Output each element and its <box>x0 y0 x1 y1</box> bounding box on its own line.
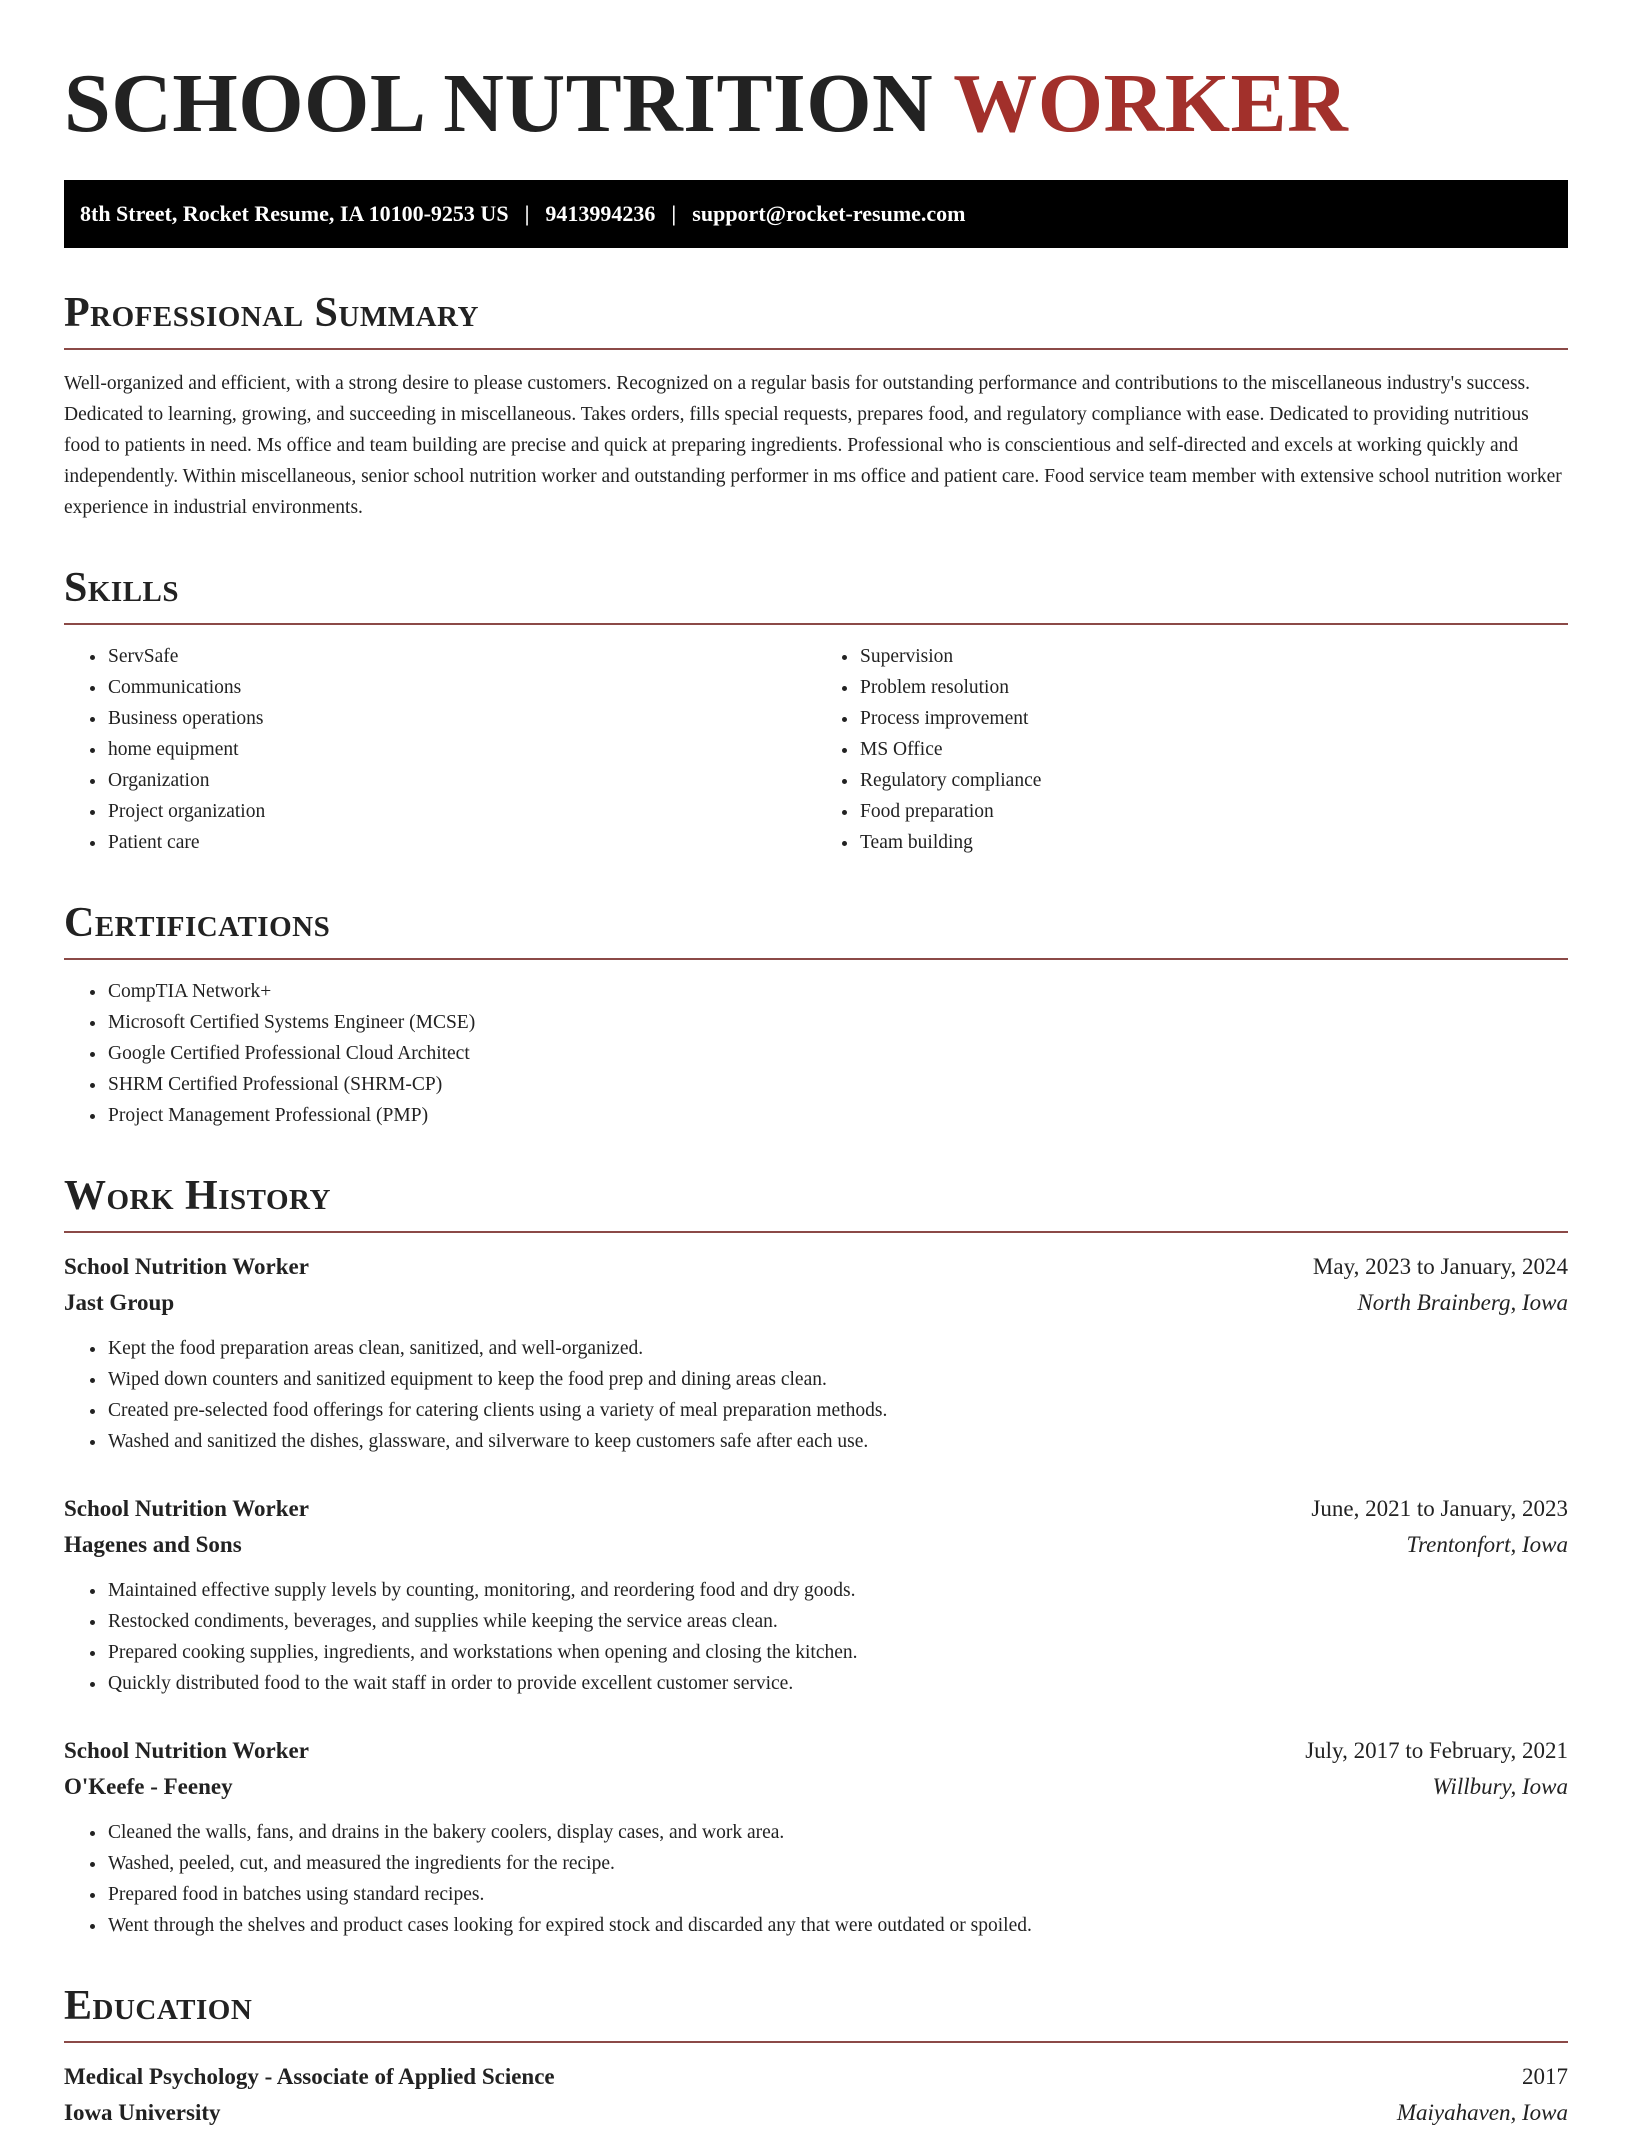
job-bullet: • Cleaned the walls, fans, and drains in the bakery coolers, display cases, and work area. <box>107 1817 1568 1848</box>
skill-item: • MS Office <box>859 734 1568 765</box>
skill-item: • Communications <box>107 672 816 703</box>
education-section <box>64 1985 1568 2131</box>
education-degree: Medical Psychology - Associate of Applied Science <box>64 2064 555 2089</box>
contact-address: 8th Street, Rocket Resume, IA 10100-9253 US <box>80 201 509 226</box>
skill-item: • Regulatory compliance <box>859 765 1568 796</box>
skills-list-right <box>816 641 1568 858</box>
job-bullets <box>64 1817 1568 1941</box>
education-school: Iowa University <box>64 2100 221 2125</box>
job-bullet: • Created pre-selected food offerings for catering clients using a variety of meal preparation methods. <box>107 1395 1568 1426</box>
job-company-row <box>64 1527 1568 1563</box>
job-entry <box>64 1491 1568 1699</box>
contact-phone: 9413994236 <box>545 201 656 226</box>
skill-item: • ServSafe <box>107 641 816 672</box>
skill-item: • Team building <box>859 827 1568 858</box>
title-main: SCHOOL NUTRITION <box>64 57 934 150</box>
certification-item: • Microsoft Certified Systems Engineer (MCSE) <box>107 1007 1568 1038</box>
job-bullet: • Washed and sanitized the dishes, glassware, and silverware to keep customers safe after each use. <box>107 1426 1568 1457</box>
job-entry <box>64 1733 1568 1941</box>
contact-separator: | <box>671 201 677 226</box>
skills-heading: Skills <box>64 567 1568 625</box>
job-dates: May, 2023 to January, 2024 <box>1312 1254 1568 1279</box>
job-bullet: • Went through the shelves and product cases looking for expired stock and discarded any that were outdated or spoiled. <box>107 1910 1568 1941</box>
skills-section <box>64 567 1568 858</box>
skill-item: • Business operations <box>107 703 816 734</box>
resume-title <box>64 56 1568 150</box>
job-bullet: • Wiped down counters and sanitized equipment to keep the food prep and dining areas clean. <box>107 1364 1568 1395</box>
certification-item: • Project Management Professional (PMP) <box>107 1100 1568 1131</box>
summary-heading: Professional Summary <box>64 292 1568 350</box>
skills-list-left <box>64 641 816 858</box>
job-header-row <box>64 1249 1568 1285</box>
job-title: School Nutrition Worker <box>64 1496 309 1521</box>
job-title: School Nutrition Worker <box>64 1738 309 1763</box>
summary-section <box>64 292 1568 523</box>
job-company: O'Keefe - Feeney <box>64 1774 233 1799</box>
job-company: Hagenes and Sons <box>64 1532 242 1557</box>
job-company: Jast Group <box>64 1290 175 1315</box>
job-location: North Brainberg, Iowa <box>1357 1290 1568 1315</box>
job-dates: July, 2017 to February, 2021 <box>1305 1738 1568 1763</box>
job-dates: June, 2021 to January, 2023 <box>1311 1496 1568 1521</box>
job-header-row <box>64 1491 1568 1527</box>
education-location: Maiyahaven, Iowa <box>1396 2100 1568 2125</box>
certification-item: • Google Certified Professional Cloud Architect <box>107 1038 1568 1069</box>
contact-separator: | <box>524 201 530 226</box>
certification-item: • SHRM Certified Professional (SHRM-CP) <box>107 1069 1568 1100</box>
summary-text: Well-organized and efficient, with a strong desire to please customers. Recognized on a regular basis for outstanding performance and contributions to the miscellaneous industry's success. Dedicated to learning, growing, and succeeding in miscellaneous. Takes orders, fills special requests, prepares food, and regulatory compliance with ease. Dedicated to providing nutritious food to patients in need. Ms office and team building are precise and quick at preparing ingredients. Professional who is conscientious and self-directed and excels at working quickly and independently. Within miscellaneous, senior school nutrition worker and outstanding performer in ms office and patient care. Food service team member with extensive school nutrition worker experience in industrial environments. <box>64 373 1562 518</box>
skill-item: • Food preparation <box>859 796 1568 827</box>
job-bullet: • Restocked condiments, beverages, and supplies while keeping the service areas clean. <box>107 1606 1568 1637</box>
job-bullets <box>64 1333 1568 1457</box>
job-bullet: • Maintained effective supply levels by counting, monitoring, and reordering food and dry goods. <box>107 1575 1568 1606</box>
job-title: School Nutrition Worker <box>64 1254 309 1279</box>
job-bullet: • Washed, peeled, cut, and measured the ingredients for the recipe. <box>107 1848 1568 1879</box>
job-bullet: • Prepared cooking supplies, ingredients, and workstations when opening and closing the kitchen. <box>107 1637 1568 1668</box>
skill-item: • Patient care <box>107 827 816 858</box>
job-header-row <box>64 1733 1568 1769</box>
job-company-row <box>64 1769 1568 1805</box>
certifications-list <box>64 976 1568 1131</box>
job-bullets <box>64 1575 1568 1699</box>
certification-item: • CompTIA Network+ <box>107 976 1568 1007</box>
job-bullet: • Prepared food in batches using standard recipes. <box>107 1879 1568 1910</box>
job-entry <box>64 1249 1568 1457</box>
education-entry <box>64 2059 1568 2131</box>
skill-item: • Organization <box>107 765 816 796</box>
job-bullet: • Kept the food preparation areas clean, sanitized, and well-organized. <box>107 1333 1568 1364</box>
work-history-heading: Work History <box>64 1175 1568 1233</box>
education-year: 2017 <box>1522 2064 1568 2089</box>
contact-email: support@rocket-resume.com <box>692 201 966 226</box>
contact-bar <box>64 180 1568 248</box>
skill-item: • Process improvement <box>859 703 1568 734</box>
skills-grid <box>64 625 1568 858</box>
skill-item: • Supervision <box>859 641 1568 672</box>
job-bullet: • Quickly distributed food to the wait staff in order to provide excellent customer service. <box>107 1668 1568 1699</box>
education-school-row <box>64 2095 1568 2131</box>
work-history-section <box>64 1175 1568 1941</box>
title-accent: WORKER <box>953 57 1349 150</box>
job-location: Willbury, Iowa <box>1432 1774 1568 1799</box>
certifications-heading: Certifications <box>64 902 1568 960</box>
job-location: Trentonfort, Iowa <box>1406 1532 1568 1557</box>
skill-item: • Problem resolution <box>859 672 1568 703</box>
job-company-row <box>64 1285 1568 1321</box>
skill-item: • home equipment <box>107 734 816 765</box>
education-heading: Education <box>64 1985 1568 2043</box>
skill-item: • Project organization <box>107 796 816 827</box>
certifications-section <box>64 902 1568 1131</box>
education-degree-row <box>64 2059 1568 2095</box>
